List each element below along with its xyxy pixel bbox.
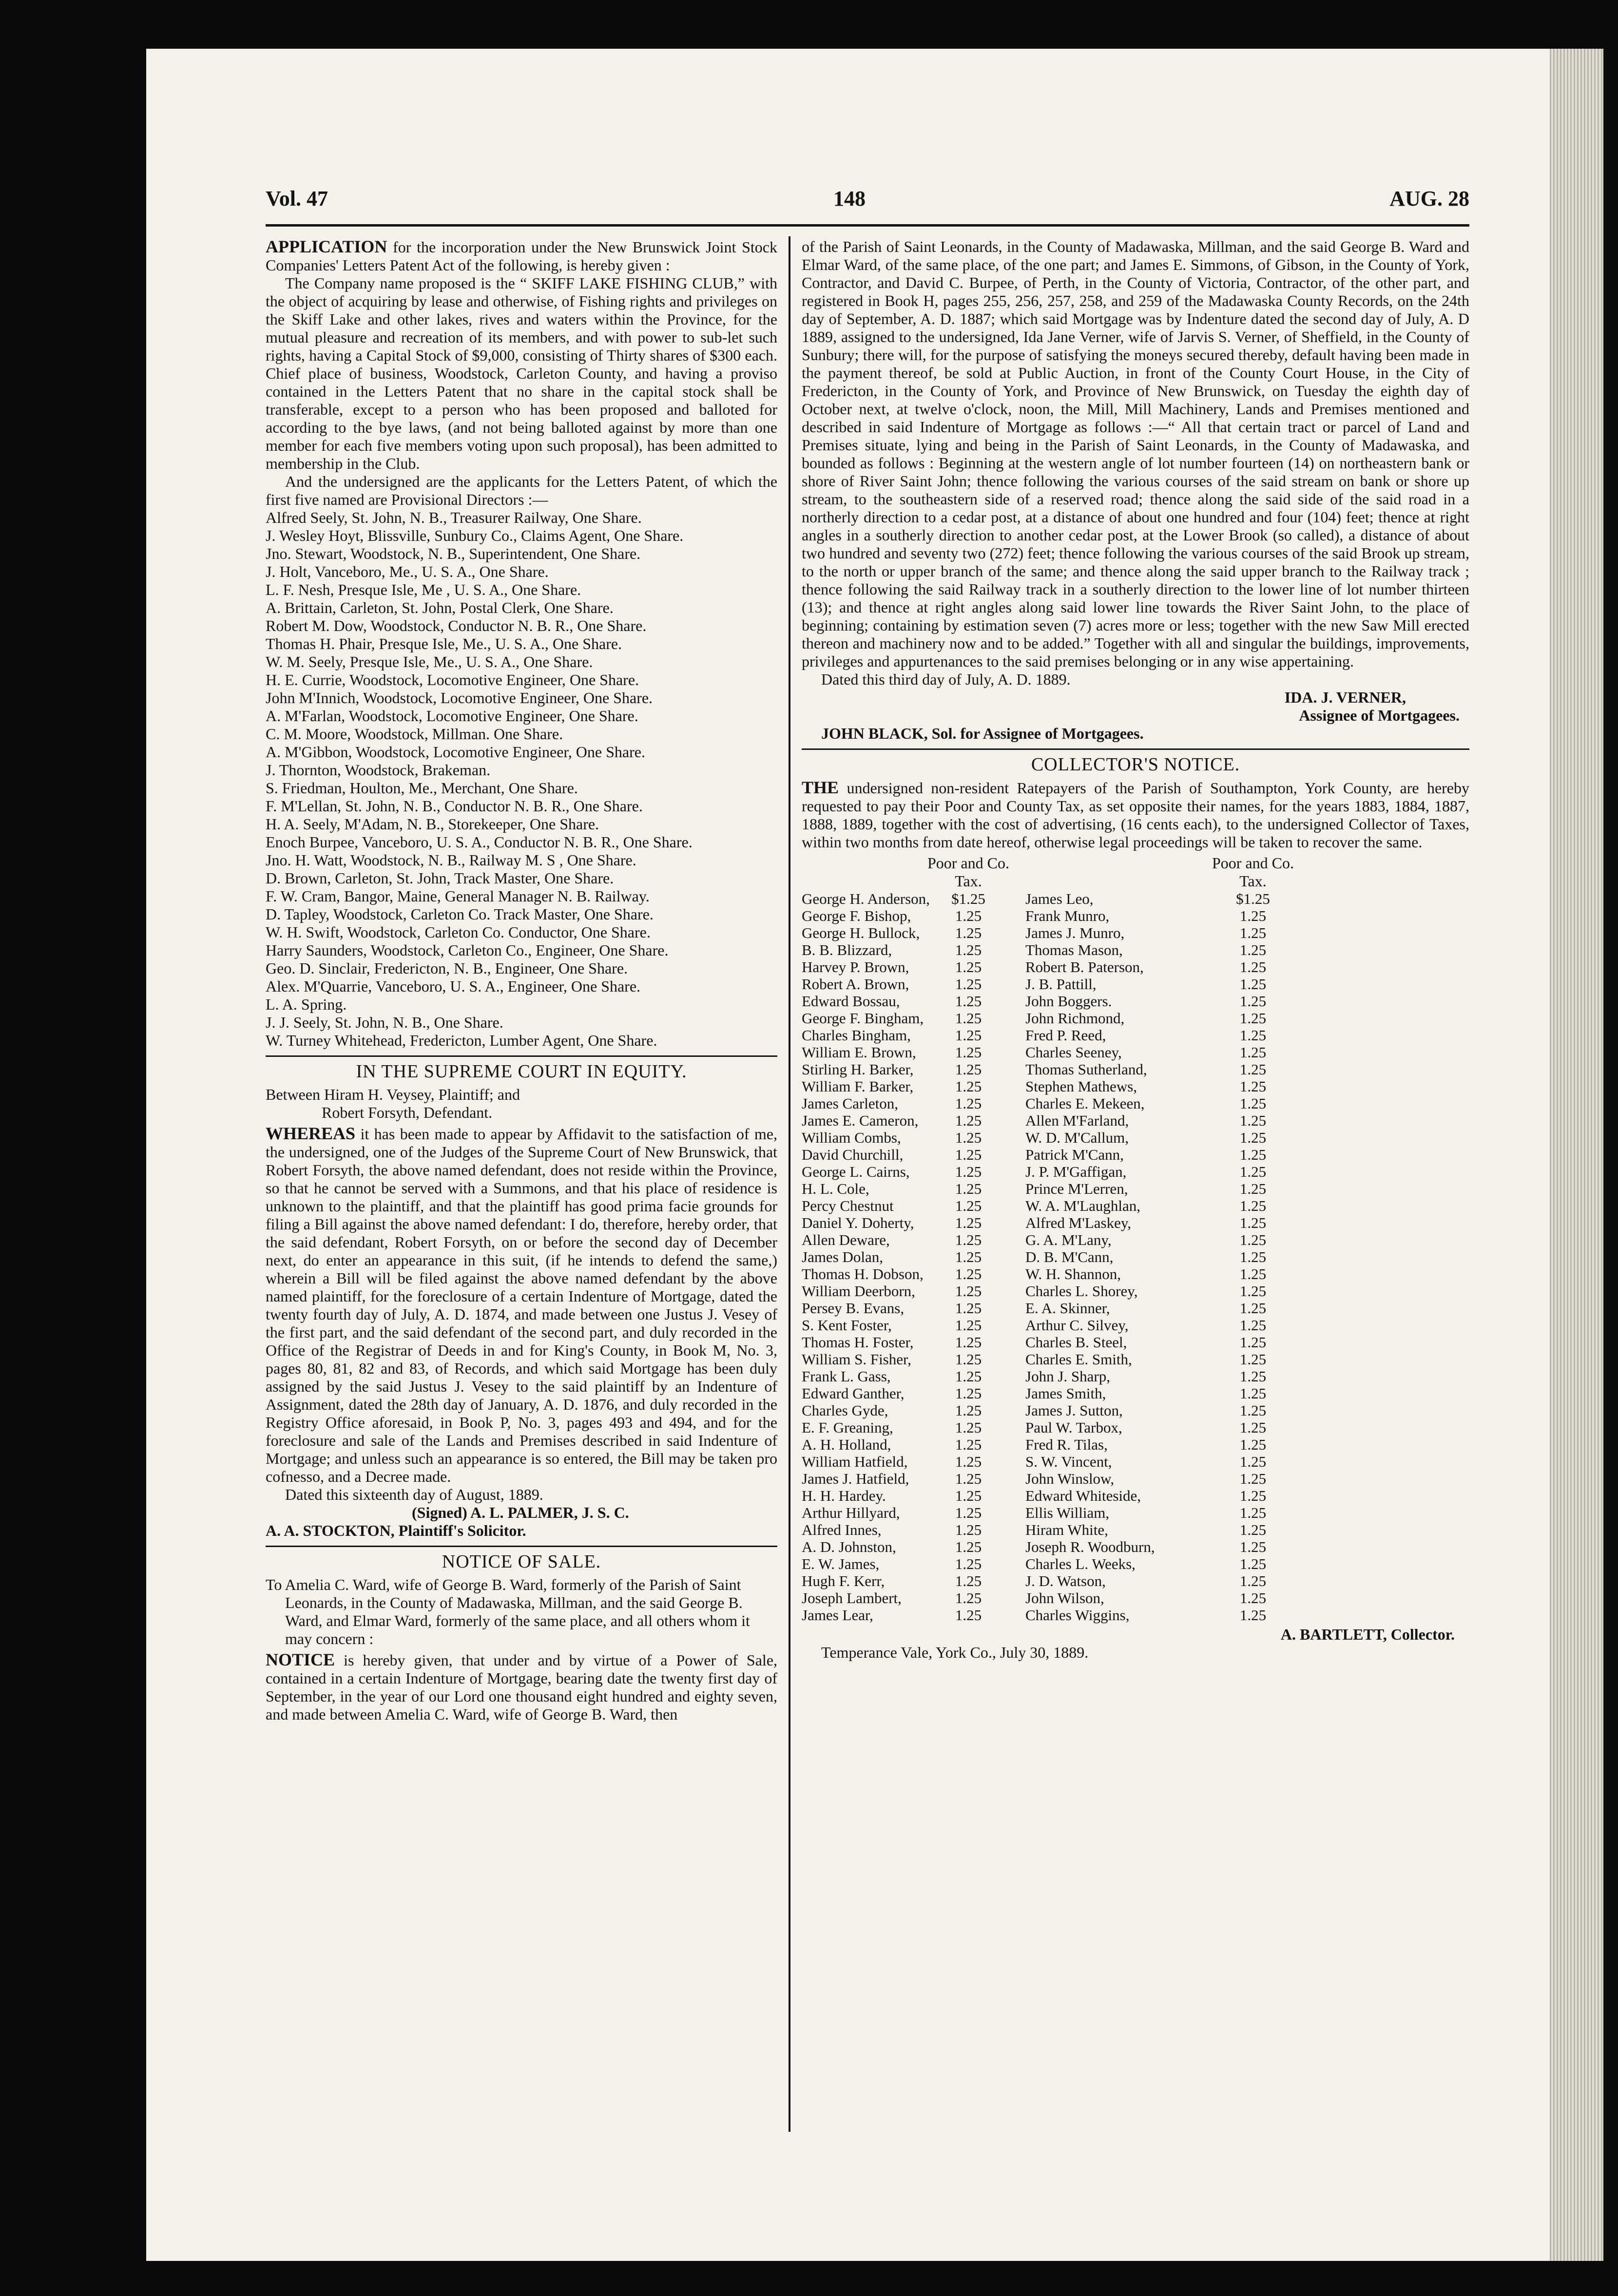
ratepayer-name: James Dolan, [802,1248,884,1265]
tax-amount: 1.25 [955,1538,982,1555]
tax-amount: 1.25 [1239,958,1267,976]
ratepayer-name: George F. Bingham, [802,1010,924,1027]
applicant-entry: D. Tapley, Woodstock, Carleton Co. Track Master, One Share. [266,905,654,923]
section-rule [266,1546,777,1547]
tax-amount: 1.25 [955,1351,982,1368]
application-notice [266,238,777,1050]
tax-amount: 1.25 [1239,1146,1267,1163]
ratepayer-name: James J. Hatfield, [802,1470,909,1487]
tax-row [802,1010,1469,1027]
ratepayer-name: Ellis William, [1025,1504,1110,1521]
ratepayer-name: George F. Bishop, [802,907,911,924]
tax-amount: 1.25 [1239,1572,1267,1589]
tax-row [802,924,1469,941]
ratepayer-name: W. H. Shannon, [1025,1265,1121,1282]
collector-signature: A. BARTLETT, Collector. [1280,1626,1455,1643]
tax-row [802,1436,1469,1453]
ratepayer-name: S. Kent Foster, [802,1317,892,1334]
applicant-entry: W. M. Seely, Presque Isle, Me., U. S. A., One Share. [266,653,593,670]
page-header [266,186,1469,215]
tax-row [802,941,1469,958]
tax-amount: 1.25 [955,1453,982,1470]
issue-date: AUG. 28 [1389,187,1469,210]
applicant-entry: W. Turney Whitehead, Fredericton, Lumber Agent, One Share. [266,1032,657,1049]
applicant-entry: J. Wesley Hoyt, Blissville, Sunbury Co., Claims Agent, One Share. [266,527,684,544]
applicant-entry: W. H. Swift, Woodstock, Carleton Co. Conductor, One Share. [266,923,651,941]
tax-row [802,1300,1469,1317]
applicant-entry: Jno. Stewart, Woodstock, N. B., Superintendent, One Share. [266,545,641,562]
tax-amount: 1.25 [955,1436,982,1453]
application-applicants-intro: And the undersigned are the applicants for the Letters Patent, of which the first five named are Provisional Directors :— [266,473,777,508]
tax-amount: 1.25 [955,993,982,1010]
ratepayer-name: J. P. M'Gaffigan, [1025,1163,1127,1180]
ratepayer-name: Charles Wiggins, [1025,1607,1130,1624]
tax-row [802,1112,1469,1129]
ratepayer-name: Alfred Innes, [802,1521,882,1538]
ratepayer-name: Persey B. Evans, [802,1300,905,1317]
tax-amount: 1.25 [955,1572,982,1589]
tax-amount: 1.25 [1239,1078,1267,1095]
sale-title: NOTICE OF SALE. [442,1551,601,1572]
applicant-entry: J. Thornton, Woodstock, Brakeman. [266,761,491,779]
tax-row [802,1470,1469,1487]
applicant-entry: Alex. M'Quarrie, Vanceboro, U. S. A., Engineer, One Share. [266,977,641,995]
equity-signed: (Signed) A. L. PALMER, J. S. C. [412,1504,629,1521]
tax-amount: 1.25 [1239,993,1267,1010]
applicant-entry: L. F. Nesh, Presque Isle, Me , U. S. A., One Share. [266,581,581,598]
ratepayer-name: James Carleton, [802,1095,899,1112]
ratepayer-name: George H. Anderson, [802,890,930,907]
tax-amount: 1.25 [955,1555,982,1572]
applicant-entry: Jno. H. Watt, Woodstock, N. B., Railway M. S , One Share. [266,851,636,869]
tax-amount: 1.25 [1239,1129,1267,1146]
equity-title: IN THE SUPREME COURT IN EQUITY. [356,1061,687,1082]
tax-row [802,1180,1469,1197]
tax-amount: 1.25 [955,1487,982,1504]
equity-lead: WHEREAS [266,1124,356,1143]
ratepayer-name: James Leo, [1025,890,1094,907]
tax-amount: 1.25 [1239,1317,1267,1334]
tax-row [802,1129,1469,1146]
sale-notice [266,1553,777,1723]
tax-amount: 1.25 [955,1197,982,1214]
ratepayer-name: William Deerborn, [802,1282,915,1300]
sale-signature: IDA. J. VERNER, [1284,689,1406,706]
ratepayer-name: Allen Deware, [802,1231,890,1248]
tax-amount: 1.25 [1239,1214,1267,1231]
applicant-list [266,509,777,1050]
tax-amount: 1.25 [955,1129,982,1146]
applicant-entry: Thomas H. Phair, Presque Isle, Me., U. S. A., One Share. [266,635,622,652]
ratepayer-name: H. L. Cole, [802,1180,869,1197]
tax-row [802,1607,1469,1624]
tax-amount: 1.25 [955,1061,982,1078]
tax-amount: 1.25 [955,1368,982,1385]
equity-body: it has been made to appear by Affidavit to the satisfaction of me, the undersigned, one of the Judges of the Supreme Court of New Brunswick, that Robert Forsyth, the above named defendant, does not reside within the Province, so that he cannot be served with a Summons, and that his place of residence is unknown to the plaintiff, and that the plaintiff has good prima facie grounds for filing a Bill against the above named defendant: I do, therefore, hereby order, that the said defendant, Robert Forsyth, on or before the second day of December next, do enter an appearance in this suit, (if he intends to defend the same,) wherein a Bill will be filed against the above named defendant by the above named plaintiff, for the foreclosure of a certain Indenture of Mortgage, dated the twenty fourth day of July, A. D. 1874, and made between one Justus J. Vesey of the first part, and the said defendant of the second part, and duly recorded in the Office of the Registrar of Deeds in and for King's County, in Book M, No. 3, pages 80, 81, 82 and 83, of Records, and which said Mortgage has been duly assigned by the said Justus J. Vesey to the said plaintiff by an Indenture of Assignment, dated the 28th day of January, A. D. 1876, and duly recorded in the Registry Office aforesaid, in Book P, No. 3, pages 493 and 494, and for the foreclosure and sale of the Lands and Premises described in said Indenture of Mortgage; and unless such an appearance is so entered, the Bill may be taken pro cofnesso, and a Decree made. [266,1125,778,1485]
application-body: The Company name proposed is the “ SKIFF LAKE FISHING CLUB,” with the object of acquiring by lease and otherwise, of Fishing rights and privileges on the Skiff Lake and other lakes, rives and waters within the Province, for the mutual pleasure and recreation of its members, and with power to sub-let such rights, having a Capital Stock of $9,000, consisting of Thirty shares of $300 each. Chief place of business, Woodstock, Carleton County, and having a proviso contained in the Letters Patent that no share in the capital stock shall be transferable, except to a person who has been proposed and balloted for according to the bye laws, (and not being balloted against by more than one member for each five members voting upon such proposal), has been admitted to membership in the Club. [266,274,777,472]
tax-row [802,1044,1469,1061]
tax-amount: 1.25 [1239,1334,1267,1351]
tax-amount: 1.25 [955,1265,982,1282]
collector-place-date: Temperance Vale, York Co., July 30, 1889. [821,1644,1089,1661]
sale-lead: NOTICE [266,1650,335,1669]
tax-amount: 1.25 [1239,1044,1267,1061]
tax-amount: 1.25 [1239,1231,1267,1248]
ratepayer-name: E. A. Skinner, [1025,1300,1110,1317]
tax-amount: 1.25 [1239,1385,1267,1402]
ratepayer-name: A. H. Holland, [802,1436,891,1453]
ratepayer-name: James Lear, [802,1607,873,1624]
tax-row [802,958,1469,976]
applicant-entry: Harry Saunders, Woodstock, Carleton Co., Engineer, One Share. [266,941,669,959]
tax-row [802,1538,1469,1555]
tax-amount: 1.25 [955,1385,982,1402]
section-rule [802,748,1469,750]
ratepayer-name: Prince M'Lerren, [1025,1180,1128,1197]
tax-row [802,1265,1469,1282]
tax-amount: 1.25 [1239,1538,1267,1555]
tax-row [802,1146,1469,1163]
tax-amount: 1.25 [1239,1061,1267,1078]
tax-amount: 1.25 [955,1231,982,1248]
ratepayer-name: A. D. Johnston, [802,1538,896,1555]
applicant-entry: Alfred Seely, St. John, N. B., Treasurer Railway, One Share. [266,509,642,526]
header-rule [266,224,1469,227]
tax-row [802,890,1469,907]
ratepayer-name: D. B. M'Cann, [1025,1248,1114,1265]
page-content [146,49,1550,2261]
tax-column-header: Poor and Co. Tax. [1212,854,1294,890]
equity-between: Between Hiram H. Veysey, Plaintiff; and [266,1086,520,1103]
tax-row [802,1078,1469,1095]
ratepayer-name: James J. Sutton, [1025,1402,1123,1419]
tax-amount: 1.25 [955,1248,982,1265]
tax-row [802,1504,1469,1521]
tax-amount: 1.25 [955,924,982,941]
left-column [266,238,777,1723]
tax-column-header: Poor and Co. Tax. [927,854,1009,890]
tax-amount: 1.25 [1239,1487,1267,1504]
ratepayer-name: Thomas Sutherland, [1025,1061,1147,1078]
tax-amount: 1.25 [1239,1265,1267,1282]
tax-amount: 1.25 [955,1095,982,1112]
ratepayer-name: Edward Whiteside, [1025,1487,1141,1504]
tax-amount: 1.25 [1239,1470,1267,1487]
ratepayer-name: Thomas H. Dobson, [802,1265,924,1282]
sale-solicitor: JOHN BLACK, Sol. for Assignee of Mortgagees. [821,725,1144,742]
ratepayer-name: Charles B. Steel, [1025,1334,1127,1351]
tax-amount: 1.25 [955,1589,982,1607]
ratepayer-name: Charles Gyde, [802,1402,888,1419]
section-rule [266,1055,777,1057]
tax-row [802,1197,1469,1214]
tax-amount: 1.25 [955,1163,982,1180]
ratepayer-name: H. H. Hardey. [802,1487,886,1504]
tax-amount: 1.25 [955,941,982,958]
ratepayer-name: Thomas H. Foster, [802,1334,914,1351]
applicant-entry: D. Brown, Carleton, St. John, Track Master, One Share. [266,869,614,887]
collector-body: undersigned non-resident Ratepayers of the Parish of Southampton, York County, are hereby requested to pay their Poor and County Tax, as set opposite their names, for the years 1883, 1884, 1887, 1888, 1889, together with the cost of advertising, (16 cents each), to the undersigned Collector of Taxes, within two months from date hereof, otherwise legal proceedings will be taken to recover the same. [802,779,1470,851]
applicant-entry: H. A. Seely, M'Adam, N. B., Storekeeper, One Share. [266,815,599,833]
ratepayer-name: David Churchill, [802,1146,904,1163]
ratepayer-name: Robert B. Paterson, [1025,958,1144,976]
tax-amount: 1.25 [955,1112,982,1129]
tax-amount: 1.25 [1239,1419,1267,1436]
tax-row [802,976,1469,993]
tax-amount: 1.25 [1239,1555,1267,1572]
tax-row [802,1572,1469,1589]
ratepayer-name: Charles Bingham, [802,1027,911,1044]
applicant-entry: S. Friedman, Houlton, Me., Merchant, One Share. [266,779,578,797]
tax-row [802,1351,1469,1368]
tax-row [802,1419,1469,1436]
applicant-entry: A. Brittain, Carleton, St. John, Postal Clerk, One Share. [266,599,614,616]
applicant-entry: C. M. Moore, Woodstock, Millman. One Share. [266,725,563,743]
tax-row [802,1521,1469,1538]
tax-amount: 1.25 [1239,941,1267,958]
applicant-entry: J. Holt, Vanceboro, Me., U. S. A., One Share. [266,563,549,580]
tax-row [802,1095,1469,1112]
page-stack-edge [1550,49,1603,2261]
ratepayer-name: Robert A. Brown, [802,976,909,993]
ratepayer-name: Arthur C. Silvey, [1025,1317,1129,1334]
ratepayer-name: George H. Bullock, [802,924,920,941]
tax-amount: 1.25 [955,1010,982,1027]
ratepayer-name: Charles L. Shorey, [1025,1282,1138,1300]
tax-amount: 1.25 [1239,1112,1267,1129]
ratepayer-name: James Smith, [1025,1385,1106,1402]
ratepayer-name: Paul W. Tarbox, [1025,1419,1122,1436]
ratepayer-name: Fred P. Reed, [1025,1027,1106,1044]
tax-amount: 1.25 [1239,1504,1267,1521]
ratepayer-name: John Boggers. [1025,993,1112,1010]
tax-row [802,1368,1469,1385]
collector-notice [802,756,1469,1662]
ratepayer-name: Stirling H. Barker, [802,1061,914,1078]
tax-row [802,1061,1469,1078]
tax-amount: $1.25 [951,890,985,907]
tax-row [802,1163,1469,1180]
application-lead: APPLICATION [266,237,387,256]
ratepayer-name: Fred R. Tilas, [1025,1436,1108,1453]
tax-row [802,1555,1469,1572]
equity-notice [266,1063,777,1540]
tax-amount: 1.25 [955,1334,982,1351]
tax-amount: 1.25 [955,958,982,976]
ratepayer-name: G. A. M'Lany, [1025,1231,1112,1248]
tax-amount: 1.25 [955,1146,982,1163]
tax-amount: 1.25 [955,1521,982,1538]
ratepayer-name: Thomas Mason, [1025,941,1123,958]
ratepayer-name: John Richmond, [1025,1010,1125,1027]
tax-amount: 1.25 [1239,1589,1267,1607]
ratepayer-name: Harvey P. Brown, [802,958,909,976]
sale-body-start: is hereby given, that under and by virtue of a Power of Sale, contained in a certain Indenture of Mortgage, bearing date the twenty first day of September, in the year of our Lord one thousand eight hundred and eighty seven, and made between Amelia C. Ward, wife of George B. Ward, then [266,1651,777,1723]
tax-amount: 1.25 [955,1300,982,1317]
applicant-entry: A. M'Farlan, Woodstock, Locomotive Engineer, One Share. [266,707,638,725]
tax-amount: 1.25 [1239,1197,1267,1214]
tax-row [802,1317,1469,1334]
ratepayer-name: Hugh F. Kerr, [802,1572,885,1589]
tax-row [802,1402,1469,1419]
right-column [802,238,1469,1662]
tax-row [802,1334,1469,1351]
tax-amount: 1.25 [1239,1248,1267,1265]
tax-table [802,890,1469,1624]
tax-row [802,1487,1469,1504]
ratepayer-name: W. D. M'Callum, [1025,1129,1129,1146]
ratepayer-name: George L. Cairns, [802,1163,910,1180]
tax-amount: 1.25 [1239,1027,1267,1044]
tax-amount: 1.25 [1239,1282,1267,1300]
ratepayer-name: Edward Ganther, [802,1385,905,1402]
ratepayer-name: W. A. M'Laughlan, [1025,1197,1141,1214]
tax-amount: 1.25 [1239,1180,1267,1197]
applicant-entry: Enoch Burpee, Vanceboro, U. S. A., Conductor N. B. R., One Share. [266,833,693,851]
tax-row [802,1231,1469,1248]
application-intro: for the incorporation under the New Brunswick Joint Stock Companies' Letters Patent Act of the following, is hereby given : [266,238,778,274]
applicant-entry: J. J. Seely, St. John, N. B., One Share. [266,1014,503,1031]
applicant-entry: L. A. Spring. [266,995,347,1013]
tax-row [802,1385,1469,1402]
applicant-entry: F. W. Cram, Bangor, Maine, General Manager N. B. Railway. [266,887,650,905]
tax-amount: 1.25 [955,1214,982,1231]
ratepayer-name: William S. Fisher, [802,1351,911,1368]
tax-amount: 1.25 [955,1027,982,1044]
ratepayer-name: Joseph R. Woodburn, [1025,1538,1155,1555]
tax-amount: 1.25 [955,1607,982,1624]
collector-lead: THE [802,778,839,797]
ratepayer-name: James E. Cameron, [802,1112,919,1129]
column-divider [789,236,790,2132]
ratepayer-name: Daniel Y. Doherty, [802,1214,914,1231]
equity-solicitor: A. A. STOCKTON, Plaintiff's Solicitor. [266,1522,526,1539]
volume-label: Vol. 47 [266,187,328,210]
tax-amount: 1.25 [955,1504,982,1521]
ratepayer-name: Edward Bossau, [802,993,900,1010]
applicant-entry: Robert M. Dow, Woodstock, Conductor N. B. R., One Share. [266,617,647,634]
ratepayer-name: William Hatfield, [802,1453,908,1470]
ratepayer-name: Stephen Mathews, [1025,1078,1137,1095]
tax-amount: 1.25 [955,1317,982,1334]
ratepayer-name: William Combs, [802,1129,901,1146]
collector-title: COLLECTOR'S NOTICE. [1031,754,1240,775]
ratepayer-name: J. B. Pattill, [1025,976,1097,993]
tax-row [802,1027,1469,1044]
tax-amount: 1.25 [1239,924,1267,941]
tax-amount: 1.25 [955,1470,982,1487]
ratepayer-name: Alfred M'Laskey, [1025,1214,1132,1231]
tax-row [802,1589,1469,1607]
ratepayer-name: John Wilson, [1025,1589,1104,1607]
tax-amount: 1.25 [1239,1300,1267,1317]
ratepayer-name: Hiram White, [1025,1521,1108,1538]
tax-row [802,1282,1469,1300]
ratepayer-name: William E. Brown, [802,1044,916,1061]
ratepayer-name: William F. Barker, [802,1078,914,1095]
tax-table-header [802,854,1469,890]
ratepayer-name: Frank Munro, [1025,907,1110,924]
tax-amount: 1.25 [955,1282,982,1300]
applicant-entry: H. E. Currie, Woodstock, Locomotive Engineer, One Share. [266,671,639,689]
tax-row [802,993,1469,1010]
applicant-entry: F. M'Lellan, St. John, N. B., Conductor N. B. R., One Share. [266,797,643,815]
tax-amount: 1.25 [1239,1163,1267,1180]
tax-amount: 1.25 [1239,1368,1267,1385]
ratepayer-name: Frank L. Gass, [802,1368,891,1385]
tax-amount: 1.25 [955,1044,982,1061]
ratepayer-name: John Winslow, [1025,1470,1115,1487]
tax-amount: 1.25 [955,907,982,924]
ratepayer-name: James J. Munro, [1025,924,1125,941]
tax-amount: $1.25 [1236,890,1270,907]
tax-amount: 1.25 [1239,1521,1267,1538]
page-number: 148 [833,187,866,210]
ratepayer-name: E. W. James, [802,1555,880,1572]
ratepayer-name: Joseph Lambert, [802,1589,902,1607]
tax-row [802,907,1469,924]
ratepayer-name: Charles E. Mekeen, [1025,1095,1145,1112]
ratepayer-name: Patrick M'Cann, [1025,1146,1124,1163]
ratepayer-name: Charles L. Weeks, [1025,1555,1136,1572]
ratepayer-name: S. W. Vincent, [1025,1453,1112,1470]
equity-dated: Dated this sixteenth day of August, 1889. [285,1486,543,1503]
tax-amount: 1.25 [955,1180,982,1197]
ratepayer-name: Percy Chestnut [802,1197,894,1214]
sale-dated: Dated this third day of July, A. D. 1889. [821,670,1071,688]
applicant-entry: Geo. D. Sinclair, Fredericton, N. B., Engineer, One Share. [266,959,628,977]
ratepayer-name: B. B. Blizzard, [802,941,892,958]
tax-amount: 1.25 [955,1078,982,1095]
tax-amount: 1.25 [1239,976,1267,993]
tax-amount: 1.25 [1239,1402,1267,1419]
tax-amount: 1.25 [1239,907,1267,924]
sale-signature-role: Assignee of Mortgagees. [1299,707,1460,724]
sale-addressees: To Amelia C. Ward, wife of George B. Ward, formerly of the Parish of Saint Leonards, in the County of Madawaska, Millman, and the said George B. Ward, and Elmar Ward, formerly of the same place, and all others whom it may concern : [266,1576,750,1647]
ratepayer-name: John J. Sharp, [1025,1368,1110,1385]
tax-amount: 1.25 [1239,1095,1267,1112]
tax-amount: 1.25 [955,1419,982,1436]
tax-amount: 1.25 [955,976,982,993]
equity-defendant: Robert Forsyth, Defendant. [322,1104,493,1121]
tax-row [802,1214,1469,1231]
applicant-entry: John M'Innich, Woodstock, Locomotive Engineer, One Share. [266,689,653,707]
ratepayer-name: J. D. Watson, [1025,1572,1106,1589]
tax-amount: 1.25 [955,1402,982,1419]
tax-row [802,1453,1469,1470]
tax-amount: 1.25 [1239,1436,1267,1453]
applicant-entry: A. M'Gibbon, Woodstock, Locomotive Engineer, One Share. [266,743,645,761]
ratepayer-name: Arthur Hillyard, [802,1504,900,1521]
ratepayer-name: E. F. Greaning, [802,1419,893,1436]
tax-amount: 1.25 [1239,1607,1267,1624]
sale-body-continued: of the Parish of Saint Leonards, in the County of Madawaska, Millman, and the said George B. Ward and Elmar Ward, of the same place, of the one part; and James E. Simmons, of Gibson, in the County of York, Contractor, and David C. Burpee, of Perth, in the County of Victoria, Contractor, of the other part, and registered in Book H, pages 255, 256, 257, 258, and 259 of the Madawaska County Records, on the 24th day of September, A. D. 1887; which said Mortgage was by Indenture dated the second day of July, A. D 1889, assigned to the undersigned, Ida Jane Verner, wife of Jarvis S. Verner, of Sheffield, in the County of Sunbury; there will, for the purpose of satisfying the moneys secured thereby, default having been made in the payment thereof, be sold at Public Auction, in front of the County Court House, in the City of Fredericton, in the County of York, and Province of New Brunswick, on Tuesday the eighth day of October next, at twelve o'clock, noon, the Mill, Mill Machinery, Lands and Premises mentioned and described in said Indenture of Mortgage as follows :—“ All that certain tract or parcel of Land and Premises situate, lying and being in the Parish of Saint Leonards, in the County of Madawaska, and bounded as follows : Beginning at the western angle of lot number fourteen (14) on northeastern bank or shore of River Saint John; thence following the various courses of the said stream on bank or shore up stream, to the southeastern side of a reserved road; thence along the said side of the said road in a northerly direction to a cedar post, at a distance of about one hundred and four (104) feet; thence at right angles in a southerly direction to another cedar post, at the Lower Brook (so called), a distance of about two hundred and seventy two (272) feet; thence following the various courses of the said Brook up stream, to the north or upper branch of the same; and thence along the said upper branch to the Railway track ; thence following the said Railway track in a southerly direction to the lower line of lot number thirteen (13); and thence at right angles along said lower line towards the River Saint John, to the place of beginning; containing by estimation seven (7) acres more or less; together with the new Saw Mill erected thereon and machinery now and to be added.” Together with all and singular the buildings, improvements, privileges and appurtenances to the said premises belonging or in any wise appertaining. [802,238,1469,670]
tax-amount: 1.25 [1239,1351,1267,1368]
tax-amount: 1.25 [1239,1010,1267,1027]
ratepayer-name: Allen M'Farland, [1025,1112,1129,1129]
ratepayer-name: Charles E. Smith, [1025,1351,1132,1368]
tax-row [802,1248,1469,1265]
ratepayer-name: Charles Seeney, [1025,1044,1122,1061]
tax-amount: 1.25 [1239,1453,1267,1470]
